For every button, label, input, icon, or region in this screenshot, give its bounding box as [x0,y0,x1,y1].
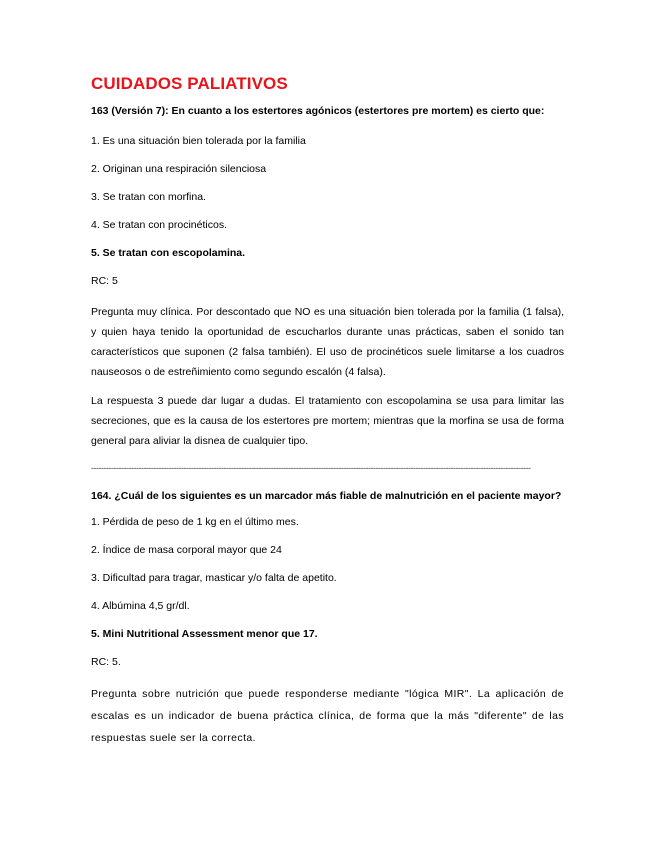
separator-line: -------------------------------------------------------------------------------------------------------------------------------------------------------------------------------- [91,463,531,473]
question-163: 163 (Versión 7): En cuanto a los estertores agónicos (estertores pre mortem) es cierto que: [91,105,545,117]
q163-option-4: 4. Se tratan con procinéticos. [91,219,227,231]
document-page [91,74,564,749]
q164-option-1: 1. Pérdida de peso de 1 kg en el último mes. [91,516,299,528]
q163-option-1: 1. Es una situación bien tolerada por la familia [91,135,306,147]
q164-explanation: Pregunta sobre nutrición que puede responderse mediante "lógica MIR". La aplicación de escalas es un indicador de buena práctica clínica, de forma que la más "diferente" de las respuestas suele ser la correcta. [91,688,564,744]
q163-option-2: 2. Originan una respiración silenciosa [91,163,267,175]
q163-explanation-2: La respuesta 3 puede dar lugar a dudas. El tratamiento con escopolamina se usa para limitar las secreciones, que es la causa de los estertores pre mortem; mientras que la morfina se usa de forma general para aliviar la disnea de cualquier tipo. [91,395,564,447]
q163-option-5-correct: 5. Se tratan con escopolamina. [91,247,246,259]
q164-rc: RC: 5. [91,656,121,668]
q163-explanation-1: Pregunta muy clínica. Por descontado que NO es una situación bien tolerada por la familia (1 falsa), y quien haya tenido la oportunidad de escucharlos durante unas prácticas, saben el sonido tan característicos que suponen (2 falsa también). El uso de procinéticos suele limitarse a los cuadros nauseosos o de estreñimiento como segundo escalón (4 falsa). [91,306,564,378]
q163-option-3: 3. Se tratan con morfina. [91,191,206,203]
question-164: 164. ¿Cuál de los siguientes es un marcador más fiable de malnutrición en el paciente mayor? [91,490,562,502]
q163-rc: RC: 5 [91,275,118,287]
q164-option-4: 4. Albúmina 4,5 gr/dl. [91,600,190,612]
page-title: CUIDADOS PALIATIVOS [91,74,288,93]
q164-option-5-correct: 5. Mini Nutritional Assessment menor que 17. [91,628,318,640]
q164-option-2: 2. Índice de masa corporal mayor que 24 [91,544,282,556]
q164-option-3: 3. Dificultad para tragar, masticar y/o falta de apetito. [91,572,337,584]
